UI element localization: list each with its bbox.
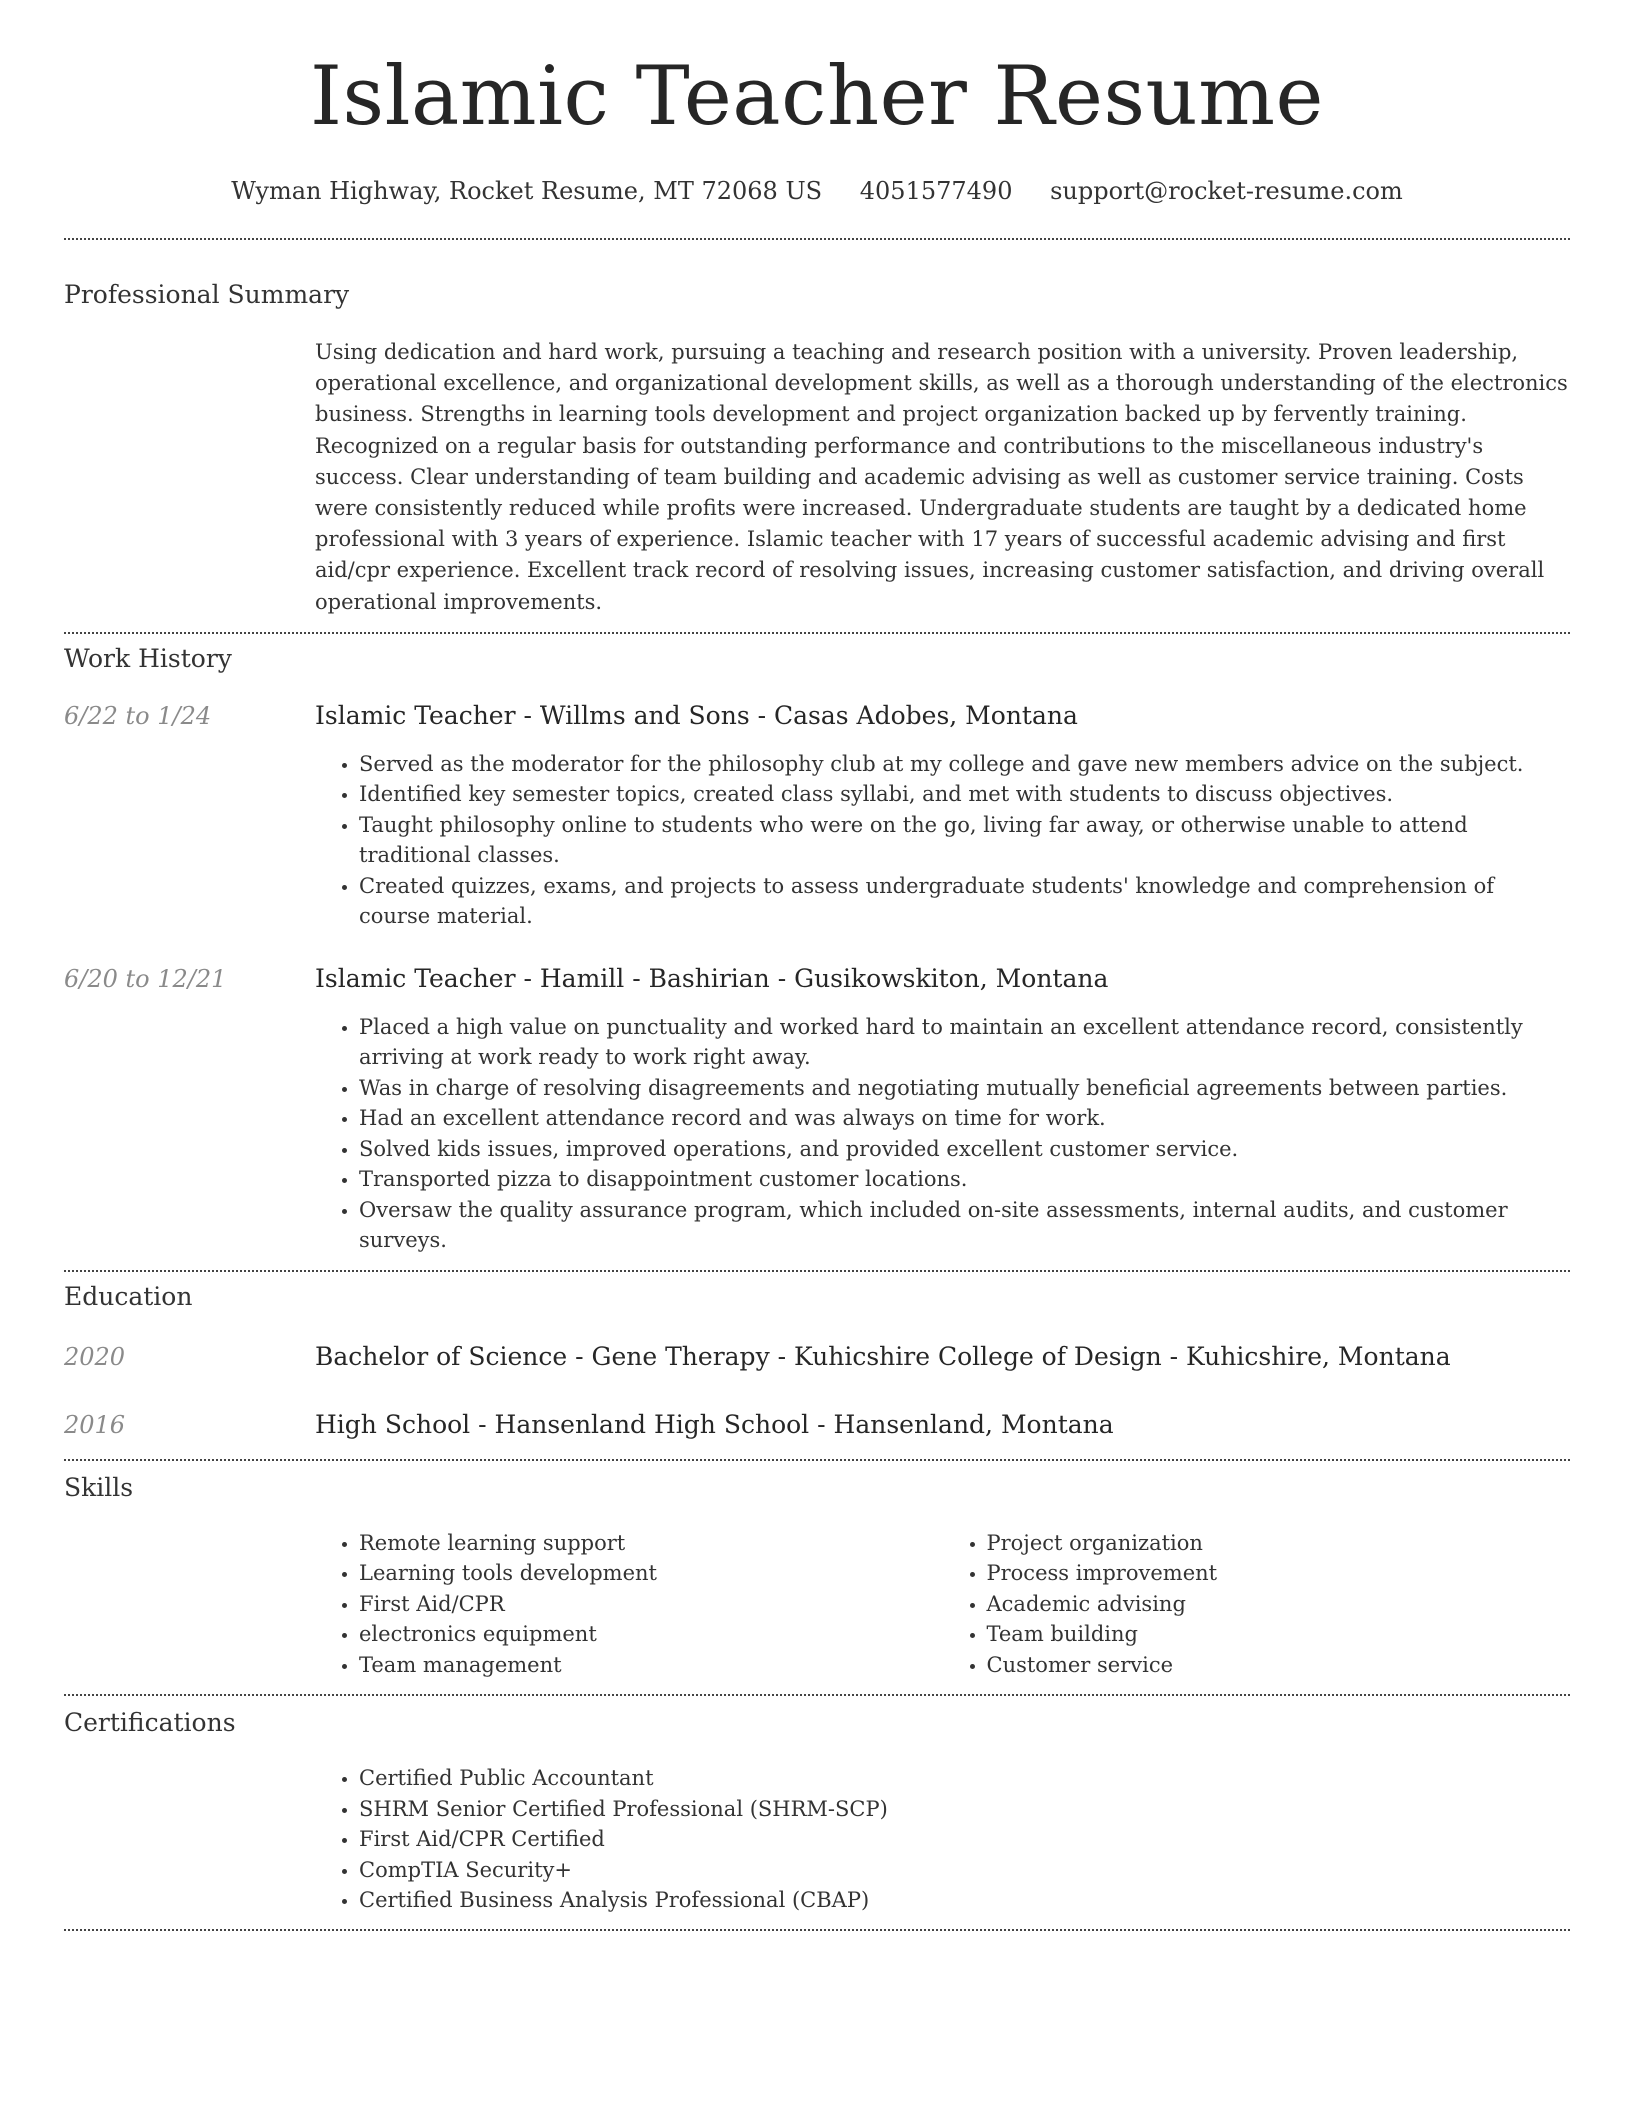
education-heading: High School - Hansenland High School - Hansenland, Montana	[315, 1409, 1114, 1439]
job-bullet: • Taught philosophy online to students who were on the go, living far away, or otherwise unable to attend traditional classes.	[359, 810, 1570, 871]
section-title-summary: Professional Summary	[64, 280, 350, 309]
education-entry	[64, 1410, 1570, 1440]
skill-item: • Customer service	[987, 1650, 1571, 1681]
contact-phone: 4051577490	[859, 177, 1013, 205]
certification-item: • Certified Public Accountant	[359, 1763, 1570, 1794]
certification-item: • Certified Business Analysis Professional (CBAP)	[359, 1885, 1570, 1916]
summary-text: Using dedication and hard work, pursuing a teaching and research position with a university. Proven leadership, operational excellence, and organizational development skills, as well as a thorough understanding of the electronics business. Strengths in learning tools development and project organization backed up by fervently training. Recognized on a regular basis for outstanding performance and contributions to the miscellaneous industry's success. Clear understanding of team building and academic advising as well as customer service training. Costs were consistently reduced while profits were increased. Undergraduate students are taught by a dedicated home professional with 3 years of experience. Islamic teacher with 17 years of successful academic advising and first aid/cpr experience. Excellent track record of resolving issues, increasing customer satisfaction, and driving overall operational improvements.	[315, 340, 1568, 614]
education-entry	[64, 1342, 1570, 1372]
divider	[64, 632, 1570, 634]
job-bullet: • Placed a high value on punctuality and worked hard to maintain an excellent attendance record, consistently arriving at work ready to work right away.	[359, 1012, 1570, 1073]
skill-item: • Process improvement	[987, 1558, 1571, 1589]
contact-address: Wyman Highway, Rocket Resume, MT 72068 US	[231, 177, 823, 205]
certification-item: • SHRM Senior Certified Professional (SHRM-SCP)	[359, 1794, 1570, 1825]
skills-list	[315, 1528, 1570, 1681]
job-bullet: • Served as the moderator for the philosophy club at my college and gave new members advice on the subject.	[359, 749, 1570, 780]
certifications-list	[315, 1763, 1570, 1916]
job-bullets	[315, 1012, 1570, 1256]
job-dates: 6/22 to 1/24	[64, 701, 212, 730]
section-title-education: Education	[64, 1281, 193, 1311]
skill-item: • Remote learning support	[359, 1528, 943, 1559]
job-bullet: • Oversaw the quality assurance program, which included on-site assessments, internal audits, and customer surveys.	[359, 1195, 1570, 1256]
divider	[64, 1270, 1570, 1272]
skill-item: • Academic advising	[987, 1589, 1571, 1620]
job-bullets	[315, 749, 1570, 932]
job-heading: Islamic Teacher - Willms and Sons - Casas Adobes, Montana	[315, 700, 1078, 730]
skill-item: • Team management	[359, 1650, 943, 1681]
job-entry	[64, 964, 1570, 1256]
skill-item: • First Aid/CPR	[359, 1589, 943, 1620]
resume-page	[64, 0, 1570, 1931]
job-bullet: • Identified key semester topics, created class syllabi, and met with students to discuss objectives.	[359, 779, 1570, 810]
skill-item: • Team building	[987, 1619, 1571, 1650]
skills-column-right	[943, 1528, 1571, 1681]
skills-column-left	[315, 1528, 943, 1681]
resume-title: Islamic Teacher Resume	[310, 50, 1324, 144]
section-title-skills: Skills	[64, 1472, 134, 1502]
job-bullet: • Transported pizza to disappointment customer locations.	[359, 1164, 1570, 1195]
certification-item: • First Aid/CPR Certified	[359, 1824, 1570, 1855]
contact-line	[64, 176, 1570, 206]
divider	[64, 238, 1570, 240]
education-year: 2020	[64, 1342, 126, 1371]
certification-item: • CompTIA Security+	[359, 1855, 1570, 1886]
job-heading: Islamic Teacher - Hamill - Bashirian - Gusikowskiton, Montana	[315, 963, 1109, 993]
section-title-work-history: Work History	[64, 643, 232, 673]
divider	[64, 1694, 1570, 1696]
job-bullet: • Solved kids issues, improved operations, and provided excellent customer service.	[359, 1134, 1570, 1165]
job-bullet: • Had an excellent attendance record and was always on time for work.	[359, 1103, 1570, 1134]
job-entry	[64, 701, 1570, 932]
skill-item: • Project organization	[987, 1528, 1571, 1559]
education-year: 2016	[64, 1410, 126, 1439]
contact-email: support@rocket-resume.com	[1050, 177, 1403, 205]
divider	[64, 1459, 1570, 1461]
job-bullet: • Created quizzes, exams, and projects to assess undergraduate students' knowledge and comprehension of course material.	[359, 871, 1570, 932]
divider	[64, 1929, 1570, 1931]
job-bullet: • Was in charge of resolving disagreements and negotiating mutually beneficial agreements between parties.	[359, 1073, 1570, 1104]
skill-item: • Learning tools development	[359, 1558, 943, 1589]
education-heading: Bachelor of Science - Gene Therapy - Kuhicshire College of Design - Kuhicshire, Montana	[315, 1341, 1451, 1371]
section-title-certifications: Certifications	[64, 1708, 236, 1738]
skill-item: • electronics equipment	[359, 1619, 943, 1650]
certifications-bullets	[315, 1763, 1570, 1916]
job-dates: 6/20 to 12/21	[64, 964, 227, 993]
